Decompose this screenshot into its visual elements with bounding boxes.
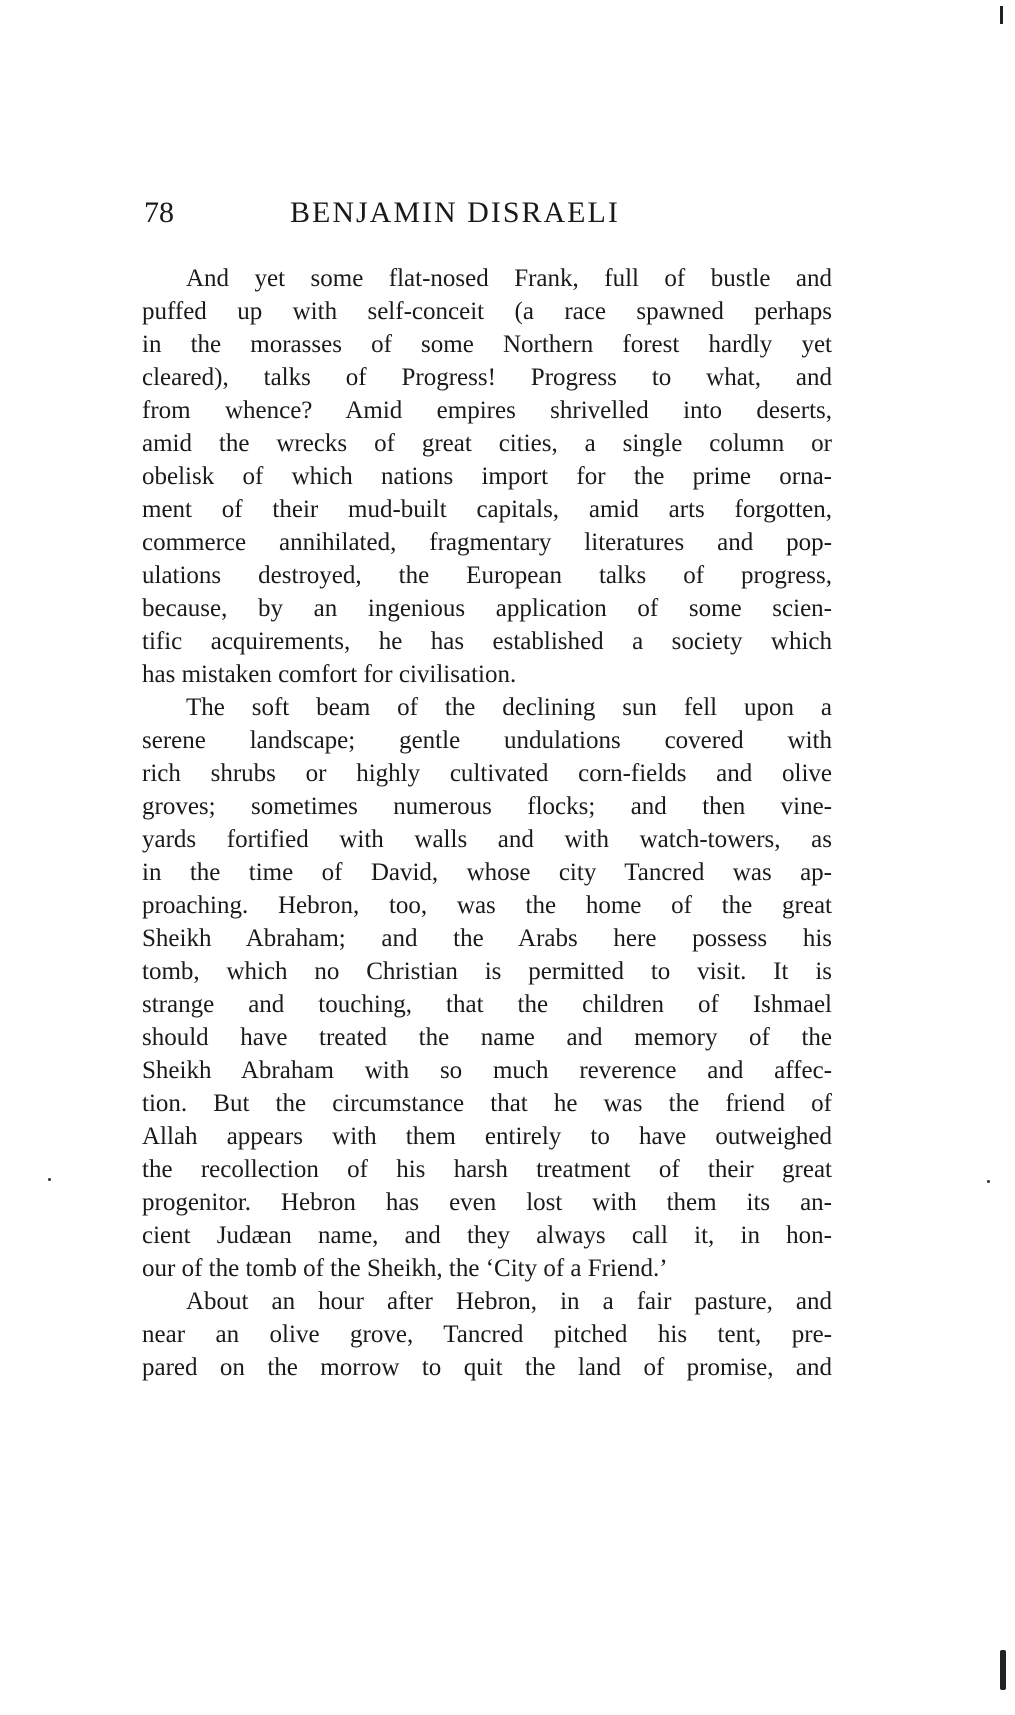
- text-line: in the morasses of some Northern forest hardly yet: [142, 331, 832, 358]
- running-title: BENJAMIN DISRAELI: [290, 196, 620, 229]
- text-line: yards fortified with walls and with watch-towers, as: [142, 826, 832, 853]
- text-line: groves; sometimes numerous flocks; and then vine-: [142, 793, 832, 820]
- running-head: [140, 196, 840, 236]
- text-line: About an hour after Hebron, in a fair pasture, and: [186, 1288, 832, 1315]
- page-number: 78: [144, 196, 174, 229]
- text-line: Sheikh Abraham with so much reverence and affec-: [142, 1057, 832, 1084]
- text-line: from whence? Amid empires shrivelled into deserts,: [142, 397, 832, 424]
- text-line: puffed up with self-conceit (a race spawned perhaps: [142, 298, 832, 325]
- text-line: strange and touching, that the children of Ishmael: [142, 991, 832, 1018]
- text-line: has mistaken comfort for civilisation.: [142, 661, 517, 688]
- text-line: progenitor. Hebron has even lost with them its an-: [142, 1189, 832, 1216]
- text-line: near an olive grove, Tancred pitched his tent, pre-: [142, 1321, 832, 1348]
- text-line: pared on the morrow to quit the land of promise, and: [142, 1354, 832, 1381]
- scan-speck: [987, 1180, 990, 1183]
- body-text: [142, 262, 832, 1384]
- scan-speck: [48, 1178, 51, 1181]
- text-line: The soft beam of the declining sun fell upon a: [186, 694, 832, 721]
- scan-mark-top-right: [1000, 6, 1003, 24]
- text-line: And yet some flat-nosed Frank, full of bustle and: [186, 265, 832, 292]
- text-line: proaching. Hebron, too, was the home of the great: [142, 892, 832, 919]
- text-line: ment of their mud-built capitals, amid arts forgotten,: [142, 496, 832, 523]
- text-line: amid the wrecks of great cities, a single column or: [142, 430, 832, 457]
- text-line: should have treated the name and memory of the: [142, 1024, 832, 1051]
- text-line: tomb, which no Christian is permitted to visit. It is: [142, 958, 832, 985]
- text-line: tific acquirements, he has established a society which: [142, 628, 832, 655]
- text-line: because, by an ingenious application of some scien-: [142, 595, 832, 622]
- text-line: Allah appears with them entirely to have outweighed: [142, 1123, 832, 1150]
- text-line: commerce annihilated, fragmentary literatures and pop-: [142, 529, 832, 556]
- text-line: obelisk of which nations import for the prime orna-: [142, 463, 832, 490]
- paragraph-1: [142, 262, 832, 691]
- text-line: Sheikh Abraham; and the Arabs here possess his: [142, 925, 832, 952]
- text-line: in the time of David, whose city Tancred was ap-: [142, 859, 832, 886]
- paragraph-3: [142, 1285, 832, 1384]
- text-line: the recollection of his harsh treatment of their great: [142, 1156, 832, 1183]
- paragraph-2: [142, 691, 832, 1285]
- text-line: tion. But the circumstance that he was the friend of: [142, 1090, 832, 1117]
- text-line: cient Judæan name, and they always call it, in hon-: [142, 1222, 832, 1249]
- text-line: rich shrubs or highly cultivated corn-fields and olive: [142, 760, 832, 787]
- text-line: ulations destroyed, the European talks of progress,: [142, 562, 832, 589]
- text-line: cleared), talks of Progress! Progress to what, and: [142, 364, 832, 391]
- text-line: serene landscape; gentle undulations covered with: [142, 727, 832, 754]
- scan-mark-bottom-right: [1000, 1650, 1006, 1690]
- text-line: our of the tomb of the Sheikh, the ‘City of a Friend.’: [142, 1255, 668, 1282]
